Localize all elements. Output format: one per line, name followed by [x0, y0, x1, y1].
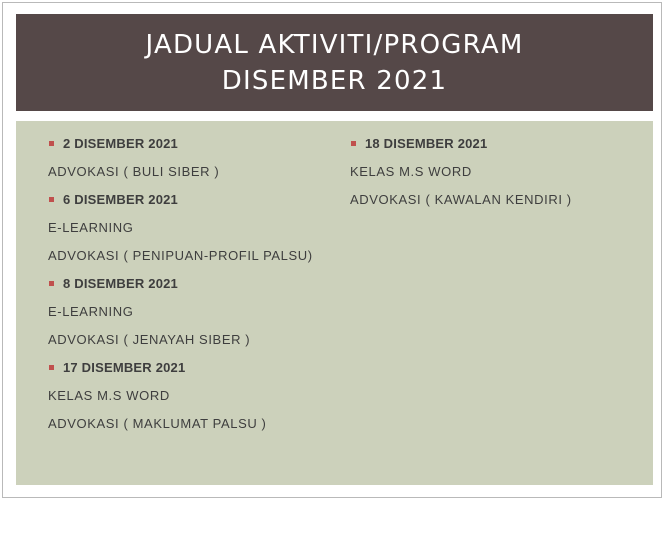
activity-item: E-LEARNING [48, 304, 134, 319]
content-area [16, 121, 653, 485]
date-heading [350, 135, 572, 163]
bullet-icon [49, 281, 54, 286]
date-label: 6 DISEMBER 2021 [63, 192, 178, 207]
date-label: 17 DISEMBER 2021 [63, 360, 186, 375]
left-column [48, 135, 313, 443]
date-label: 18 DISEMBER 2021 [365, 136, 488, 151]
activity-item: ADVOKASI ( PENIPUAN-PROFIL PALSU) [48, 248, 313, 263]
activity-item: ADVOKASI ( MAKLUMAT PALSU ) [48, 416, 267, 431]
bullet-icon [49, 141, 54, 146]
slide [2, 2, 662, 498]
title-bar [16, 14, 653, 111]
date-label: 2 DISEMBER 2021 [63, 136, 178, 151]
slide-title-line-1: JADUAL AKTIVITI/PROGRAM [145, 29, 524, 60]
slide-title-line-2: DISEMBER 2021 [221, 65, 448, 96]
date-label: 8 DISEMBER 2021 [63, 276, 178, 291]
right-column [350, 135, 572, 219]
date-heading [48, 359, 313, 387]
bullet-icon [49, 365, 54, 370]
activity-item: ADVOKASI ( KAWALAN KENDIRI ) [350, 192, 572, 207]
activity-item: KELAS M.S WORD [48, 388, 170, 403]
activity-item: KELAS M.S WORD [350, 164, 472, 179]
activity-item: ADVOKASI ( JENAYAH SIBER ) [48, 332, 251, 347]
date-heading [48, 275, 313, 303]
bullet-icon [351, 141, 356, 146]
activity-item: E-LEARNING [48, 220, 134, 235]
activity-item: ADVOKASI ( BULI SIBER ) [48, 164, 220, 179]
bullet-icon [49, 197, 54, 202]
date-heading [48, 135, 313, 163]
date-heading [48, 191, 313, 219]
